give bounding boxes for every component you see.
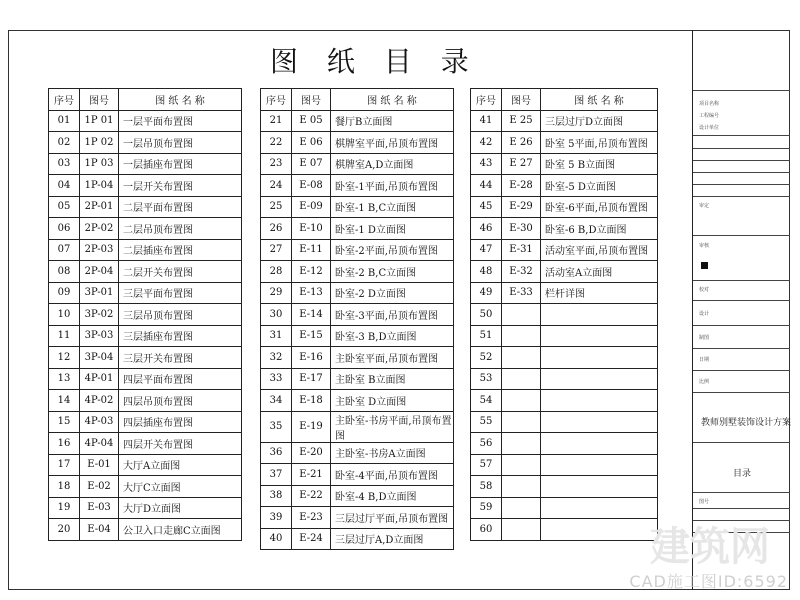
- drawing-name: [541, 497, 658, 519]
- table-row: [261, 464, 454, 486]
- drawing-name: 卧室-6平面,吊顶布置图: [541, 196, 658, 218]
- title-block: [692, 30, 790, 590]
- table-row: [261, 261, 454, 283]
- row-number: 60: [471, 519, 502, 541]
- drawing-code: E 26: [502, 132, 541, 154]
- row-number: 57: [471, 454, 502, 476]
- sheet-name: 目录: [733, 469, 752, 479]
- drawing-code: [502, 390, 541, 412]
- drawing-name: 一层开关布置图: [119, 175, 242, 197]
- tb-text-7: 制图: [699, 335, 710, 341]
- drawing-code: 1P 02: [80, 132, 119, 154]
- table-row: [471, 454, 658, 476]
- drawing-name: 活动室平面,吊顶布置图: [541, 239, 658, 261]
- drawing-name: 栏杆详图: [541, 282, 658, 304]
- table-row: [49, 497, 242, 519]
- drawing-code: E-30: [502, 218, 541, 240]
- table-row: [471, 282, 658, 304]
- tb-text-4: 审核: [699, 243, 710, 249]
- drawing-code: [502, 519, 541, 541]
- drawing-code: E-19: [292, 411, 331, 442]
- row-number: 03: [49, 153, 80, 175]
- drawing-code: E-12: [292, 261, 331, 283]
- row-number: 52: [471, 347, 502, 369]
- drawing-code: E-28: [502, 175, 541, 197]
- drawing-name: 大厅C立面图: [119, 476, 242, 498]
- row-number: 59: [471, 497, 502, 519]
- drawing-code: E-33: [502, 282, 541, 304]
- drawing-name: 卧室-1 B,C立面图: [331, 196, 454, 218]
- drawing-code: E-09: [292, 196, 331, 218]
- drawing-code: 2P-04: [80, 261, 119, 283]
- drawing-name: 二层平面布置图: [119, 196, 242, 218]
- drawing-name: 卧室 5 B立面图: [541, 153, 658, 175]
- drawing-code: E-02: [80, 476, 119, 498]
- table-row: [49, 368, 242, 390]
- row-number: 10: [49, 304, 80, 326]
- drawing-code: 1P 01: [80, 110, 119, 132]
- header-name: 图 纸 名 称: [119, 89, 242, 111]
- header-no: 序号: [261, 89, 292, 111]
- drawing-code: E-18: [292, 390, 331, 412]
- table-row: [471, 390, 658, 412]
- drawing-name: 四层开关布置图: [119, 433, 242, 455]
- row-number: 44: [471, 175, 502, 197]
- row-number: 55: [471, 411, 502, 433]
- table-row: [261, 368, 454, 390]
- drawing-name: [541, 304, 658, 326]
- row-number: 22: [261, 132, 292, 154]
- drawing-code: E-14: [292, 304, 331, 326]
- header-code: 图号: [292, 89, 331, 111]
- drawing-name: 二层插座布置图: [119, 239, 242, 261]
- row-number: 35: [261, 411, 292, 442]
- tb-text-8: 日期: [699, 357, 710, 363]
- header-code: 图号: [502, 89, 541, 111]
- table-header-row: [261, 89, 454, 111]
- table-row: [471, 196, 658, 218]
- table-row: [471, 261, 658, 283]
- table-row: [261, 347, 454, 369]
- drawing-code: E-08: [292, 175, 331, 197]
- drawing-name: 主卧室-书房平面,吊顶布置图: [331, 411, 454, 442]
- tb-text-3: 审定: [699, 203, 710, 209]
- table-row: [49, 476, 242, 498]
- row-number: 18: [49, 476, 80, 498]
- drawing-name: [541, 325, 658, 347]
- row-number: 39: [261, 507, 292, 529]
- table-row: [261, 110, 454, 132]
- row-number: 07: [49, 239, 80, 261]
- tb-text-2: 设计单位: [699, 125, 720, 131]
- table-row: [49, 347, 242, 369]
- drawing-name: 卧室-3 B,D立面图: [331, 325, 454, 347]
- watermark-text: CAD施工图ID:6592: [629, 572, 788, 591]
- drawing-name: 卧室-4 B,D立面图: [331, 485, 454, 507]
- drawing-code: E-24: [292, 528, 331, 550]
- drawing-name: 棋牌室平面,吊顶布置图: [331, 132, 454, 154]
- drawing-code: E-10: [292, 218, 331, 240]
- table-row: [471, 304, 658, 326]
- table-row: [471, 433, 658, 455]
- watermark-logo: 建筑网: [650, 524, 770, 570]
- drawing-name: 主卧室-书房A立面图: [331, 442, 454, 464]
- drawing-name: 卧室-1 D立面图: [331, 218, 454, 240]
- drawing-name: 三层过厅D立面图: [541, 110, 658, 132]
- drawing-name: 四层平面布置图: [119, 368, 242, 390]
- table-row: [471, 175, 658, 197]
- tb-text-6: 设计: [699, 311, 710, 317]
- row-number: 27: [261, 239, 292, 261]
- drawing-code: E 27: [502, 153, 541, 175]
- header-name: 图 纸 名 称: [331, 89, 454, 111]
- table-row: [471, 476, 658, 498]
- drawing-code: [502, 411, 541, 433]
- row-number: 06: [49, 218, 80, 240]
- row-number: 25: [261, 196, 292, 218]
- drawing-code: [502, 325, 541, 347]
- table-row: [49, 454, 242, 476]
- row-number: 21: [261, 110, 292, 132]
- table-row: [471, 153, 658, 175]
- row-number: 19: [49, 497, 80, 519]
- drawing-code: E-15: [292, 325, 331, 347]
- drawing-code: [502, 368, 541, 390]
- drawing-code: E 25: [502, 110, 541, 132]
- drawing-name: 三层吊顶布置图: [119, 304, 242, 326]
- row-number: 01: [49, 110, 80, 132]
- table-row: [261, 485, 454, 507]
- row-number: 32: [261, 347, 292, 369]
- table-row: [49, 411, 242, 433]
- drawing-name: 大厅D立面图: [119, 497, 242, 519]
- row-number: 14: [49, 390, 80, 412]
- table-row: [49, 261, 242, 283]
- drawing-code: [502, 476, 541, 498]
- table-row: [261, 304, 454, 326]
- table-header-row: [49, 89, 242, 111]
- table-row: [49, 390, 242, 412]
- drawing-name: [541, 519, 658, 541]
- row-number: 34: [261, 390, 292, 412]
- drawing-name: 卧室-2 B,C立面图: [331, 261, 454, 283]
- drawing-name: [541, 476, 658, 498]
- drawing-name: 卧室-4平面,吊顶布置图: [331, 464, 454, 486]
- table-row: [49, 153, 242, 175]
- drawing-code: E-01: [80, 454, 119, 476]
- table-row: [471, 497, 658, 519]
- row-number: 38: [261, 485, 292, 507]
- table-row: [471, 347, 658, 369]
- row-number: 05: [49, 196, 80, 218]
- drawing-name: 一层插座布置图: [119, 153, 242, 175]
- drawing-code: E-32: [502, 261, 541, 283]
- table-row: [471, 411, 658, 433]
- drawing-name: [541, 433, 658, 455]
- drawing-code: 2P-01: [80, 196, 119, 218]
- drawing-code: 1P-04: [80, 175, 119, 197]
- row-number: 37: [261, 464, 292, 486]
- table-row: [471, 132, 658, 154]
- drawing-code: E-04: [80, 519, 119, 541]
- drawing-code: E-29: [502, 196, 541, 218]
- drawing-name: 二层开关布置图: [119, 261, 242, 283]
- table-row: [261, 282, 454, 304]
- drawing-code: E-21: [292, 464, 331, 486]
- row-number: 31: [261, 325, 292, 347]
- table-row: [471, 325, 658, 347]
- row-number: 41: [471, 110, 502, 132]
- drawing-name: 卧室-5 D立面图: [541, 175, 658, 197]
- drawing-name: 棋牌室A,D立面图: [331, 153, 454, 175]
- table-row: [261, 528, 454, 550]
- header-no: 序号: [471, 89, 502, 111]
- table-row: [49, 196, 242, 218]
- table-row: [261, 411, 454, 442]
- drawing-code: [502, 497, 541, 519]
- tb-text-0: 项目名称: [699, 101, 720, 107]
- table-row: [261, 218, 454, 240]
- drawing-code: E 05: [292, 110, 331, 132]
- drawing-code: E-17: [292, 368, 331, 390]
- table-header-row: [471, 89, 658, 111]
- row-number: 09: [49, 282, 80, 304]
- tb-text-1: 工程编号: [699, 113, 720, 119]
- row-number: 08: [49, 261, 80, 283]
- drawing-name: 公卫入口走廊C立面图: [119, 519, 242, 541]
- drawing-name: 卧室-1平面,吊顶布置图: [331, 175, 454, 197]
- drawing-name: [541, 390, 658, 412]
- row-number: 20: [49, 519, 80, 541]
- index-table-1: [48, 88, 242, 541]
- drawing-code: [502, 454, 541, 476]
- drawing-code: [502, 347, 541, 369]
- header-code: 图号: [80, 89, 119, 111]
- drawing-name: 一层吊顶布置图: [119, 132, 242, 154]
- table-row: [261, 390, 454, 412]
- drawing-code: 3P-04: [80, 347, 119, 369]
- drawing-code: E-22: [292, 485, 331, 507]
- drawing-name: 卧室 5平面,吊顶布置图: [541, 132, 658, 154]
- table-row: [261, 442, 454, 464]
- drawing-name: 主卧室平面,吊顶布置图: [331, 347, 454, 369]
- drawing-name: 四层吊顶布置图: [119, 390, 242, 412]
- tb-text-9: 比例: [699, 379, 710, 385]
- drawing-code: E-16: [292, 347, 331, 369]
- drawing-code: 2P-02: [80, 218, 119, 240]
- drawing-code: 3P-01: [80, 282, 119, 304]
- row-number: 12: [49, 347, 80, 369]
- drawing-name: 二层吊顶布置图: [119, 218, 242, 240]
- row-number: 45: [471, 196, 502, 218]
- table-row: [49, 433, 242, 455]
- drawing-name: 卧室-6 B,D立面图: [541, 218, 658, 240]
- table-row: [49, 519, 242, 541]
- table-row: [471, 368, 658, 390]
- row-number: 02: [49, 132, 80, 154]
- row-number: 47: [471, 239, 502, 261]
- drawing-code: 4P-03: [80, 411, 119, 433]
- row-number: 58: [471, 476, 502, 498]
- row-number: 49: [471, 282, 502, 304]
- table-row: [261, 325, 454, 347]
- drawing-code: 2P-03: [80, 239, 119, 261]
- project-name: 教师别墅装饰设计方案: [701, 418, 792, 428]
- drawing-name: 一层平面布置图: [119, 110, 242, 132]
- table-row: [49, 304, 242, 326]
- row-number: 17: [49, 454, 80, 476]
- drawing-code: E-13: [292, 282, 331, 304]
- drawing-code: [502, 433, 541, 455]
- table-row: [49, 325, 242, 347]
- row-number: 26: [261, 218, 292, 240]
- row-number: 53: [471, 368, 502, 390]
- row-number: 11: [49, 325, 80, 347]
- drawing-name: 四层插座布置图: [119, 411, 242, 433]
- table-row: [261, 196, 454, 218]
- header-name: 图 纸 名 称: [541, 89, 658, 111]
- row-number: 48: [471, 261, 502, 283]
- row-number: 40: [261, 528, 292, 550]
- north-mark-icon: [701, 262, 708, 269]
- row-number: 56: [471, 433, 502, 455]
- drawing-code: E-20: [292, 442, 331, 464]
- drawing-name: [541, 411, 658, 433]
- tb-text-10: 图号: [699, 499, 710, 505]
- page-title: 图 纸 目 录: [270, 45, 479, 78]
- drawing-code: 3P-02: [80, 304, 119, 326]
- table-row: [49, 239, 242, 261]
- table-row: [49, 282, 242, 304]
- table-row: [471, 218, 658, 240]
- table-row: [261, 132, 454, 154]
- drawing-name: 卧室-2 D立面图: [331, 282, 454, 304]
- row-number: 28: [261, 261, 292, 283]
- table-row: [49, 132, 242, 154]
- drawing-code: 4P-01: [80, 368, 119, 390]
- drawing-code: 4P-04: [80, 433, 119, 455]
- drawing-name: 三层过厅A,D立面图: [331, 528, 454, 550]
- drawing-name: 活动室A立面图: [541, 261, 658, 283]
- row-number: 54: [471, 390, 502, 412]
- table-row: [471, 239, 658, 261]
- table-row: [261, 507, 454, 529]
- drawing-name: [541, 368, 658, 390]
- drawing-code: 3P-03: [80, 325, 119, 347]
- table-row: [49, 110, 242, 132]
- index-table-2: [260, 88, 454, 550]
- tb-text-5: 校对: [699, 287, 710, 293]
- header-no: 序号: [49, 89, 80, 111]
- table-row: [49, 175, 242, 197]
- row-number: 50: [471, 304, 502, 326]
- row-number: 29: [261, 282, 292, 304]
- drawing-name: 三层过厅平面,吊顶布置图: [331, 507, 454, 529]
- drawing-name: 餐厅B立面图: [331, 110, 454, 132]
- drawing-name: 卧室-3平面,吊顶布置图: [331, 304, 454, 326]
- row-number: 23: [261, 153, 292, 175]
- row-number: 42: [471, 132, 502, 154]
- drawing-code: E-31: [502, 239, 541, 261]
- table-row: [49, 218, 242, 240]
- drawing-name: 主卧室 B立面图: [331, 368, 454, 390]
- row-number: 15: [49, 411, 80, 433]
- drawing-name: 主卧室 D立面图: [331, 390, 454, 412]
- row-number: 13: [49, 368, 80, 390]
- table-row: [261, 239, 454, 261]
- drawing-code: E 06: [292, 132, 331, 154]
- row-number: 46: [471, 218, 502, 240]
- drawing-code: 1P 03: [80, 153, 119, 175]
- table-row: [261, 175, 454, 197]
- row-number: 30: [261, 304, 292, 326]
- row-number: 24: [261, 175, 292, 197]
- table-row: [471, 519, 658, 541]
- drawing-code: E-11: [292, 239, 331, 261]
- table-row: [261, 153, 454, 175]
- row-number: 04: [49, 175, 80, 197]
- drawing-name: 三层开关布置图: [119, 347, 242, 369]
- drawing-name: [541, 454, 658, 476]
- drawing-code: 4P-02: [80, 390, 119, 412]
- index-table-3: [470, 88, 658, 541]
- drawing-code: E-23: [292, 507, 331, 529]
- row-number: 16: [49, 433, 80, 455]
- row-number: 33: [261, 368, 292, 390]
- drawing-name: 卧室-2平面,吊顶布置图: [331, 239, 454, 261]
- drawing-code: E 07: [292, 153, 331, 175]
- row-number: 51: [471, 325, 502, 347]
- row-number: 43: [471, 153, 502, 175]
- drawing-name: 大厅A立面图: [119, 454, 242, 476]
- drawing-code: E-03: [80, 497, 119, 519]
- drawing-code: [502, 304, 541, 326]
- drawing-name: [541, 347, 658, 369]
- table-row: [471, 110, 658, 132]
- drawing-name: 三层插座布置图: [119, 325, 242, 347]
- drawing-name: 三层平面布置图: [119, 282, 242, 304]
- row-number: 36: [261, 442, 292, 464]
